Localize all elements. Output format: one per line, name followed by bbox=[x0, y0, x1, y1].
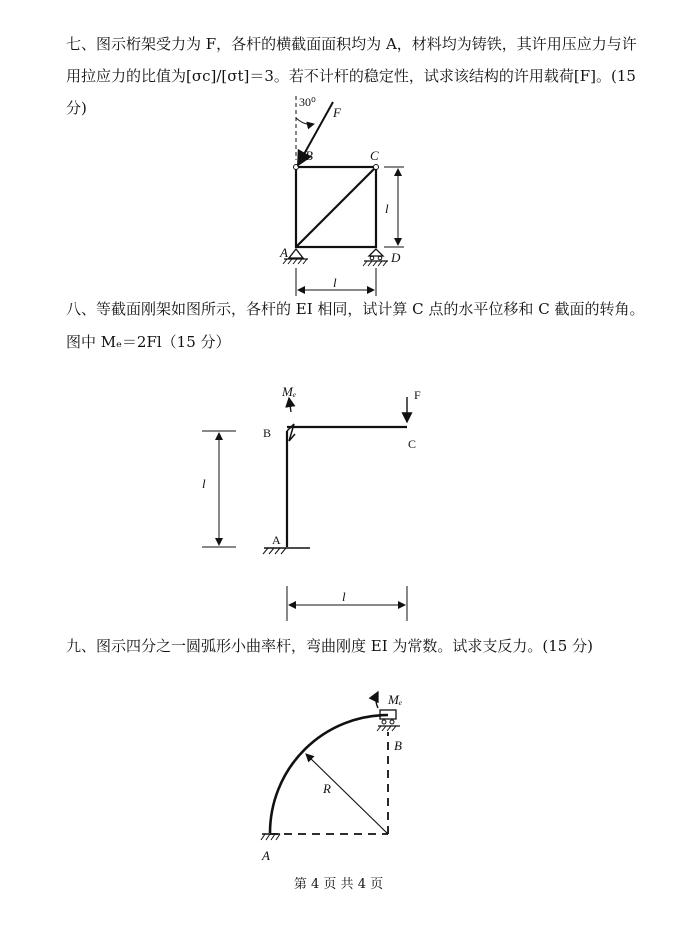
q7-support-d bbox=[369, 249, 383, 256]
q9-moment-arrow bbox=[376, 692, 378, 708]
q8-node-b: B bbox=[263, 426, 272, 440]
q7-truss-figure bbox=[279, 95, 404, 296]
q7-support-a bbox=[289, 249, 303, 258]
q7-line-1: 七、图示桁架受力为 F，各杆的横截面面积均为 A，材料均为铸铁，其许用压应力与许 bbox=[66, 35, 637, 53]
q8-node-a: A bbox=[272, 533, 281, 547]
q8-node-c: C bbox=[408, 437, 417, 451]
q7-line-3: 分) bbox=[66, 99, 87, 117]
q9-node-a: A bbox=[262, 848, 270, 863]
q7-dim-vertical: l bbox=[385, 201, 389, 216]
q8-force-label: F bbox=[414, 388, 421, 402]
q7-node-d: D bbox=[391, 250, 401, 265]
q7-node-c: C bbox=[370, 148, 379, 163]
page-footer: 第 4 页 共 4 页 bbox=[293, 877, 384, 892]
q7-force-label: F bbox=[333, 105, 341, 120]
q8-line-1: 八、等截面刚架如图所示，各杆的 EI 相同，试计算 C 点的水平位移和 C 截面的转角。 bbox=[66, 300, 645, 318]
q7-force-arrow bbox=[298, 102, 333, 165]
q7-node-a: A bbox=[280, 245, 288, 260]
q7-line-2: 用拉应力的比值为[σc]/[σt]＝3。若不计杆的稳定性，试求该结构的许用载荷[F]。(15 bbox=[66, 67, 636, 85]
q8-frame-figure bbox=[202, 384, 421, 621]
q9-radius-arrow bbox=[306, 754, 388, 834]
q8-dim-horizontal: l bbox=[342, 589, 346, 604]
q8-moment-arrow bbox=[289, 398, 291, 412]
q9-arc-bar bbox=[270, 715, 388, 833]
truss-diagonal bbox=[296, 167, 376, 247]
q8-moment-label: Mₑ bbox=[282, 384, 297, 399]
q7-dim-horizontal: l bbox=[333, 275, 337, 290]
q8-line-2: 图中 Mₑ＝2Fl（15 分） bbox=[66, 333, 231, 351]
q9-line-1: 九、图示四分之一圆弧形小曲率杆，弯曲刚度 EI 为常数。试求支反力。(15 分) bbox=[66, 637, 593, 655]
q9-radius-label: R bbox=[323, 781, 331, 796]
q9-moment-label: Mₑ bbox=[388, 692, 403, 707]
q7-node-b: B bbox=[305, 148, 313, 163]
q9-curved-bar-figure bbox=[261, 692, 402, 863]
q9-node-b: B bbox=[394, 738, 402, 753]
q7-angle-label: 30⁰ bbox=[299, 95, 316, 109]
q8-dim-vertical: l bbox=[202, 476, 206, 491]
